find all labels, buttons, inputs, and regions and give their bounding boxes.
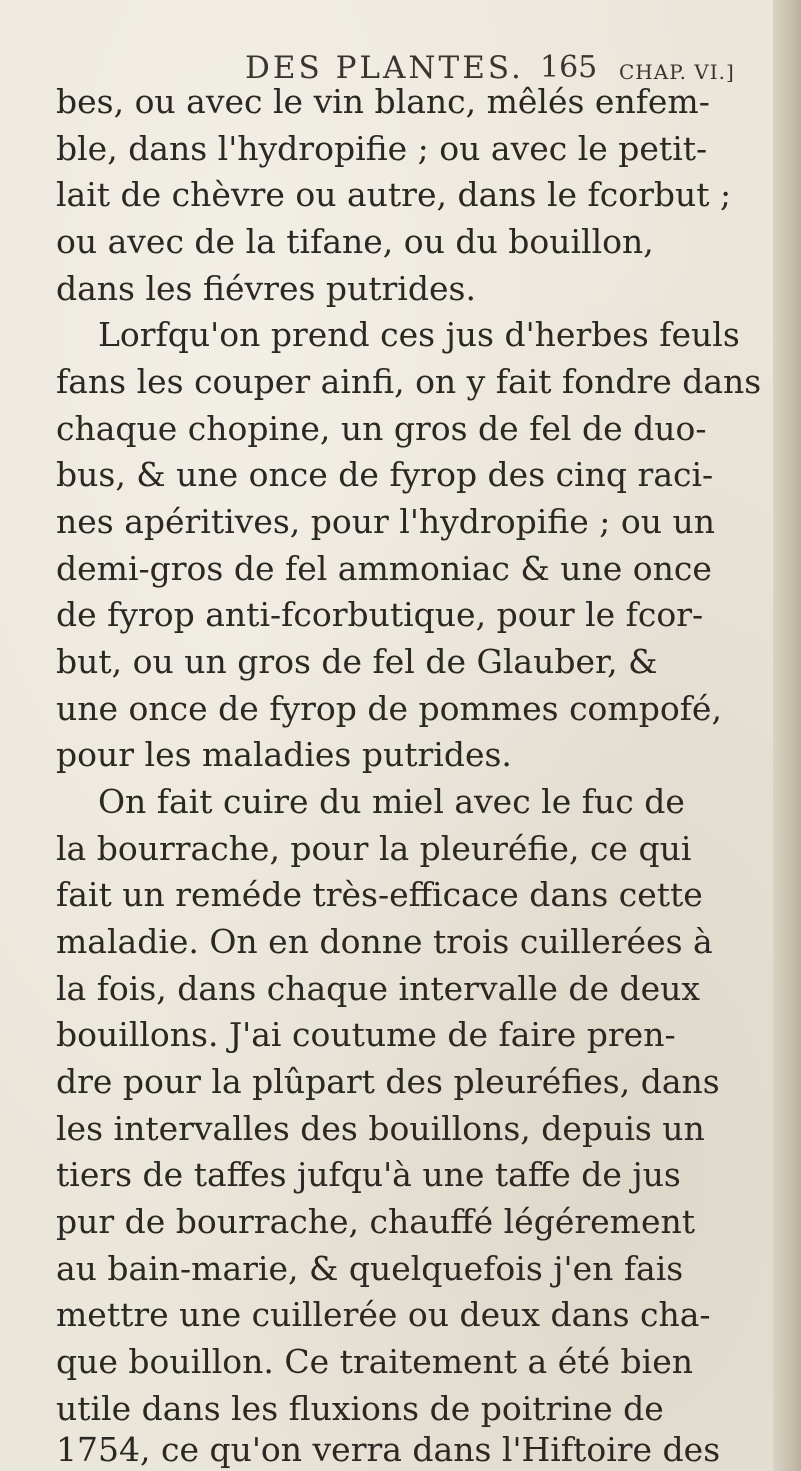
page-number: 165 [540,50,598,85]
text-line: ble, dans l'hydropifie ; ou avec le petit- [56,129,708,168]
text-line: but, ou un gros de fel de Glauber, & [56,642,658,681]
text-line: une once de fyrop de pommes compofé, [56,689,722,728]
text-line: On fait cuire du miel avec le fuc de [98,782,685,821]
text-line: que bouillon. Ce traitement a été bien [56,1342,693,1381]
text-line: de fyrop anti-fcorbutique, pour le fcor- [56,595,704,634]
text-line: pur de bourrache, chauffé légérement [56,1202,696,1241]
text-line: dans les fiévres putrides. [56,269,476,308]
text-line: au bain-marie, & quelquefois j'en fais [56,1249,684,1288]
text-line: les intervalles des bouillons, depuis un [56,1109,705,1148]
text-line: fans les couper ainfi, on y fait fondre dans [56,362,762,401]
text-line: Lorfqu'on prend ces jus d'herbes feuls [98,315,740,354]
text-line: chaque chopine, un gros de fel de duo- [56,409,707,448]
text-line: bouillons. J'ai coutume de faire pren- [56,1015,676,1054]
text-line: utile dans les fluxions de poitrine de [56,1389,664,1428]
text-line: tiers de taffes jufqu'à une taffe de jus [56,1155,681,1194]
text-line: ou avec de la tifane, ou du bouillon, [56,222,654,261]
text-line: dre pour la plûpart des pleuréfies, dans [56,1062,720,1101]
text-line: nes apéritives, pour l'hydropifie ; ou un [56,502,716,541]
text-line: mettre une cuillerée ou deux dans cha- [56,1295,711,1334]
text-line: maladie. On en donne trois cuillerées à [56,922,713,961]
text-line: la fois, dans chaque intervalle de deux [56,969,701,1008]
text-line: bus, & une once de fyrop des cinq raci- [56,455,714,494]
text-line: lait de chèvre ou autre, dans le fcorbut ; [56,175,732,214]
text-line: la bourrache, pour la pleuréfie, ce qui [56,829,692,868]
text-line: 1754, ce qu'on verra dans l'Hiftoire des [56,1430,721,1469]
text-line: demi-gros de fel ammoniac & une once [56,549,712,588]
running-head: DES PLANTES. [245,50,524,86]
text-line: pour les maladies putrides. [56,735,512,774]
text-line: bes, ou avec le vin blanc, mêlés enfem- [56,82,710,121]
page-edge [773,0,801,1471]
text-line: fait un reméde très-efficace dans cette [56,875,703,914]
chapter-side-note: CHAP. VI.] [619,60,735,84]
